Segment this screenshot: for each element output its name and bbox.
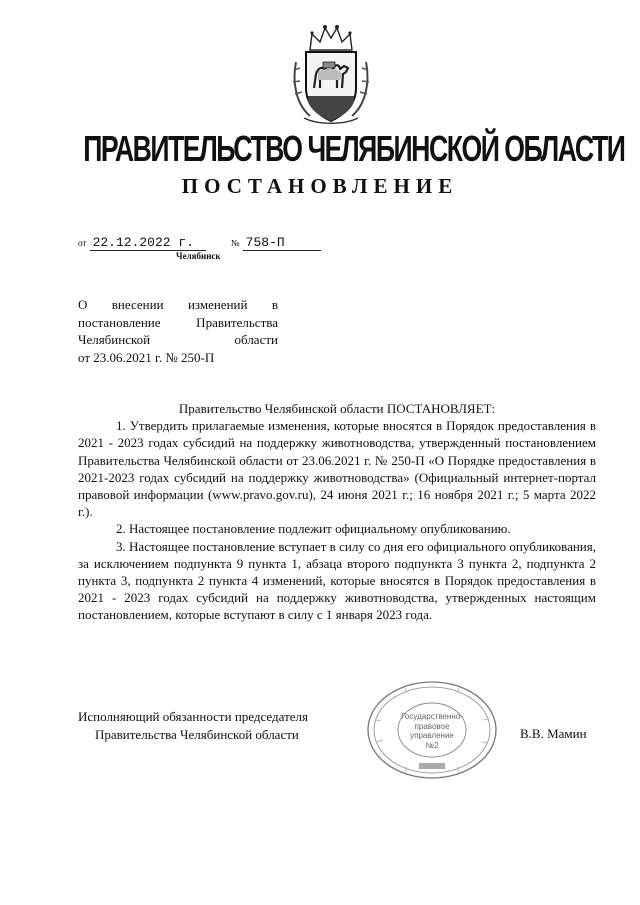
date-number-line [78, 234, 321, 251]
official-stamp [365, 680, 499, 780]
stamp-text-line: правовое [414, 721, 450, 731]
city-label: Челябинск [176, 251, 221, 261]
resolution-item: 3. Настоящее постановление вступает в силу со дня его официального опубликования, за исключением подпункта 9 пункта 1, абзаца второго подпункта 3 пункта 2, подпункта 2 пункта 3, подпункта 2 пункта 4 изменений, которые вносятся в Порядок предоставления в 2021 - 2023 годах субсидий на поддержку животноводства, утвержденных настоящим постановлением, которые вступают в силу с 1 января 2023 года. [78, 538, 596, 623]
number-prefix: № [230, 238, 240, 248]
stamp-text-line: управление [410, 731, 454, 740]
subject-line: О внесении изменений в [78, 297, 278, 312]
resolution-intro: Правительство Челябинской области ПОСТАНОВЛЯЕТ: [178, 401, 496, 416]
signatory-position [78, 708, 368, 744]
resolution-item: 2. Настоящее постановление подлежит официальному опубликованию. [116, 521, 511, 537]
stamp-text-line: Государственно- [401, 712, 463, 721]
document-subject [78, 296, 278, 366]
coat-of-arms-emblem [290, 22, 372, 126]
government-title: ПРАВИТЕЛЬСТВО ЧЕЛЯБИНСКОЙ ОБЛАСТИ [83, 128, 625, 169]
subject-line: постановление Правительства [78, 314, 278, 330]
position-line: Правительства Челябинской области [95, 727, 299, 742]
subject-line: от 23.06.2021 г. № 250-П [78, 349, 215, 365]
resolution-body [78, 400, 596, 624]
position-line: Исполняющий обязанности председателя [78, 709, 308, 724]
document-type-heading: ПОСТАНОВЛЕНИЕ [181, 174, 459, 198]
subject-line: Челябинской области [78, 332, 278, 348]
resolution-item: 1. Утвердить прилагаемые изменения, которые вносятся в Порядок предоставления в 2021 - 2023 годах субсидий на поддержку животноводства, утвержденный постановлением Правительства Челябинской области от 23.06.2021 г. № 250-П «О Порядке предоставления в 2021-2023 годах субсидий на поддержку животноводства» (Официальный интернет-портал правовой информации (www.pravo.gov.ru), 24 июня 2021 г.; 16 ноября 2021 г.; 5 марта 2022 г.). [78, 418, 596, 520]
stamp-text-line: №2 [425, 740, 439, 750]
document-date: 22.12.2022 г. [90, 235, 206, 251]
document-number: 758-П [243, 235, 321, 251]
signatory-name: В.В. Мамин [520, 726, 587, 741]
date-prefix: от [78, 238, 87, 248]
